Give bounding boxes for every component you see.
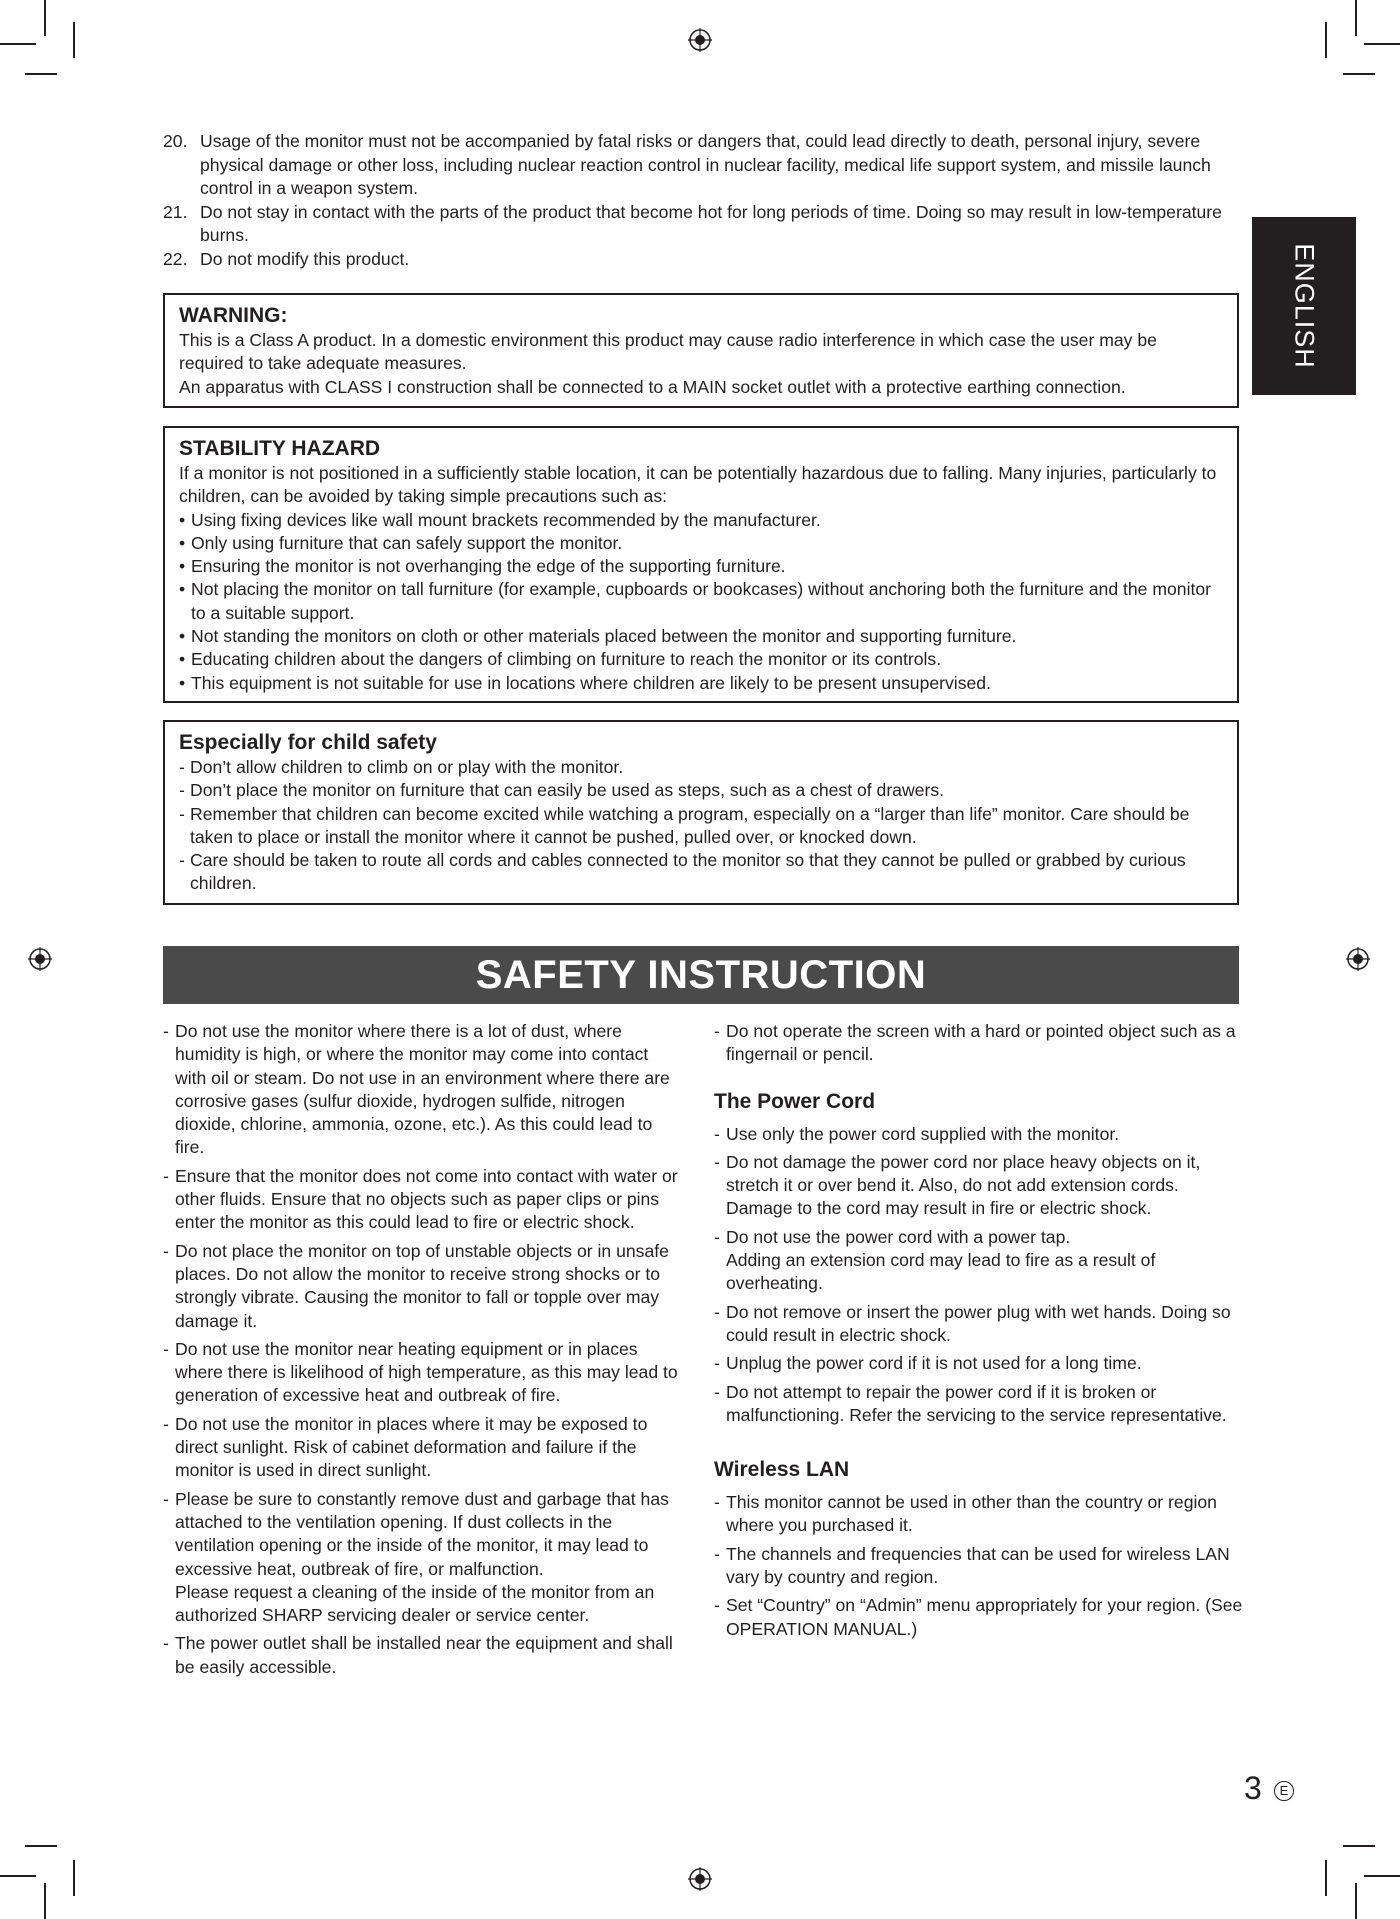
crop-mark <box>73 22 75 58</box>
list-item <box>163 1165 683 1235</box>
item-text: Care should be taken to route all cords and cables connected to the monitor so that they cannot be pulled or grabbed by curious children. <box>190 850 1186 894</box>
dash-mark: - <box>714 1595 720 1616</box>
crop-mark <box>1364 1875 1400 1877</box>
list-item <box>179 509 1223 532</box>
dash-mark: - <box>714 1301 720 1322</box>
dash-mark: - <box>714 1381 720 1402</box>
list-item <box>163 1413 683 1483</box>
item-text: Do not use the power cord with a power tap. Adding an extension cord may lead to fire as a result of overheating. <box>726 1226 1156 1294</box>
dash-mark: - <box>163 1338 169 1359</box>
item-text: This monitor cannot be used in other than the country or region where you purchased it. <box>726 1492 1217 1536</box>
list-item <box>163 1632 683 1679</box>
list-item <box>163 1488 683 1628</box>
item-text: Remember that children can become excited while watching a program, especially on a “larger than life” monitor. Care should be taken to place or install the monitor where it cannot be pushed, pulled over, or knocked down. <box>190 803 1190 847</box>
crop-mark <box>1343 73 1375 75</box>
list-item <box>179 849 1223 896</box>
bullet-text: This equipment is not suitable for use in locations where children are likely to be present unsupervised. <box>191 672 991 693</box>
item-text: Do not operate the screen with a hard or pointed object such as a fingernail or pencil. <box>726 1021 1236 1065</box>
item-text: Do not damage the power cord nor place heavy objects on it, stretch it or over bend it. Also, do not add extension cords. Damage to the cord may result in fire or electric shock. <box>726 1151 1201 1219</box>
item-text: Unplug the power cord if it is not used for a long time. <box>726 1353 1142 1374</box>
crop-mark <box>1355 0 1357 36</box>
list-item <box>163 1338 683 1408</box>
bullet-text: Not placing the monitor on tall furniture (for example, cupboards or bookcases) without anchoring both the furniture and the monitor to a suitable support. <box>191 579 1212 623</box>
dash-mark: - <box>714 1123 720 1144</box>
item-text: Please be sure to constantly remove dust and garbage that has attached to the ventilation opening. If dust collects in the ventilation opening or the inside of the monitor, it may lead to excessive heat, outbreak of fire, or malfunction. Please request a cleaning of the inside of the monitor from an authorized SHARP servicing dealer or service center. <box>175 1488 669 1626</box>
dash-mark: - <box>163 1413 169 1434</box>
item-text: Do not remove or insert the power plug with wet hands. Doing so could result in electric shock. <box>726 1301 1231 1345</box>
list-item <box>179 803 1223 850</box>
dash-mark: - <box>179 850 185 871</box>
list-item <box>179 625 1223 648</box>
list-item <box>714 1123 1244 1146</box>
warning-text: This is a Class A product. In a domestic environment this product may cause radio interference in which case the user may be required to take adequate measures. <box>179 330 1157 374</box>
item-number: 22. <box>163 248 188 269</box>
dash-mark: - <box>163 1240 169 1261</box>
list-item <box>714 1226 1244 1296</box>
registration-mark-icon <box>688 28 712 52</box>
list-item <box>179 672 1223 695</box>
list-item <box>179 555 1223 578</box>
dash-mark: - <box>714 1543 720 1564</box>
language-tab-label: ENGLISH <box>1289 243 1320 369</box>
crop-mark <box>1355 1883 1357 1919</box>
wireless-lan-heading: Wireless LAN <box>714 1458 850 1482</box>
item-text: Do not attempt to repair the power cord if it is broken or malfunctioning. Refer the servicing to the service representative. <box>726 1381 1227 1425</box>
crop-mark <box>0 43 36 45</box>
list-item <box>714 1381 1244 1428</box>
section-banner: SAFETY INSTRUCTION <box>163 946 1239 1004</box>
item-number: 21. <box>163 201 188 222</box>
item-text: Ensure that the monitor does not come into contact with water or other fluids. Ensure that no objects such as paper clips or pins enter the monitor as this could lead to fire or electric shock. <box>175 1165 678 1233</box>
dash-mark: - <box>714 1151 720 1172</box>
list-item <box>714 1352 1244 1375</box>
stability-title: STABILITY HAZARD <box>179 437 381 460</box>
child-safety-box <box>163 720 1239 905</box>
item-text: Do not use the monitor in places where it may be exposed to direct sunlight. Risk of cabinet deformation and failure if the monitor is used in direct sunlight. <box>175 1413 648 1481</box>
item-text: Do not place the monitor on top of unstable objects or in unsafe places. Do not allow the monitor to receive strong shocks or to strongly vibrate. Causing the monitor to fall or topple over may damage it. <box>175 1240 669 1331</box>
left-column <box>163 1020 683 1684</box>
dash-mark: - <box>163 1165 169 1186</box>
list-item <box>163 201 1243 248</box>
item-text: Do not use the monitor where there is a lot of dust, where humidity is high, or where the monitor may come into contact with oil or steam. Do not use in an environment where there are corrosive gases (sulfur dioxide, hydrogen sulfide, nitrogen dioxide, chlorine, ammonia, ozone, etc.). As this could lead to fire. <box>175 1021 670 1158</box>
dash-mark: - <box>714 1226 720 1247</box>
item-text: The channels and frequencies that can be used for wireless LAN vary by country and region. <box>726 1543 1230 1588</box>
bullet-mark: • <box>179 579 186 600</box>
warning-text: An apparatus with CLASS I construction shall be connected to a MAIN socket outlet with a protective earthing connection. <box>179 376 1126 397</box>
crop-mark <box>1325 22 1327 58</box>
registration-mark-icon <box>688 1867 712 1891</box>
list-item <box>163 1020 683 1160</box>
list-item <box>714 1594 1244 1641</box>
stability-intro: If a monitor is not positioned in a sufficiently stable location, it can be potentially hazardous due to falling. Many injuries, particularly to children, can be avoided by taking simple precautions such as: <box>179 463 1217 507</box>
bullet-mark: • <box>179 626 186 647</box>
item-text: Do not stay in contact with the parts of the product that become hot for long periods of time. Doing so may result in low-temperature burns. <box>200 201 1222 245</box>
page-number: 3 <box>1244 1770 1262 1806</box>
list-item <box>179 756 1223 779</box>
warning-box <box>163 293 1239 408</box>
child-safety-title: Especially for child safety <box>179 731 437 754</box>
list-item <box>714 1020 1244 1067</box>
crop-mark <box>1364 43 1400 45</box>
bullet-text: Only using furniture that can safely support the monitor. <box>191 532 623 553</box>
dash-mark: - <box>714 1021 720 1041</box>
item-text: Do not use the monitor near heating equipment or in places where there is likelihood of high temperature, as this may lead to generation of excessive heat and outbreak of fire. <box>175 1338 678 1406</box>
list-item <box>163 130 1243 201</box>
dash-mark: - <box>179 803 185 824</box>
bullet-text: Ensuring the monitor is not overhanging the edge of the supporting furniture. <box>191 556 786 577</box>
item-text: Usage of the monitor must not be accompanied by fatal risks or dangers that, could lead directly to death, personal injury, severe physical damage or other loss, including nuclear reaction control in nuclear facility, medical life support system, and missile launch control in a weapon system. <box>200 131 1211 198</box>
crop-mark <box>0 1875 36 1877</box>
registration-mark-icon <box>1346 947 1370 971</box>
item-number: 20. <box>163 131 188 151</box>
page-language-badge: E <box>1274 1781 1294 1801</box>
item-text: Do not modify this product. <box>200 248 410 269</box>
crop-mark <box>73 1860 75 1896</box>
dash-mark: - <box>163 1488 169 1509</box>
item-text: Don’t allow children to climb on or play with the monitor. <box>190 757 624 777</box>
dash-mark: - <box>163 1633 169 1654</box>
bullet-mark: • <box>179 556 186 577</box>
stability-hazard-box <box>163 426 1239 703</box>
item-text: Use only the power cord supplied with the monitor. <box>726 1123 1120 1144</box>
dash-mark: - <box>714 1353 720 1374</box>
bullet-text: Not standing the monitors on cloth or other materials placed between the monitor and supporting furniture. <box>191 626 1017 647</box>
warning-title: WARNING: <box>179 304 288 327</box>
language-tab <box>1252 217 1356 395</box>
list-item <box>714 1491 1244 1538</box>
list-item <box>179 532 1223 555</box>
bullet-text: Using fixing devices like wall mount brackets recommended by the manufacturer. <box>191 509 821 530</box>
bullet-mark: • <box>179 672 186 693</box>
list-item <box>714 1301 1244 1348</box>
crop-mark <box>1343 1845 1375 1847</box>
power-cord-heading: The Power Cord <box>714 1089 876 1113</box>
crop-mark <box>25 1845 57 1847</box>
bullet-mark: • <box>179 509 186 530</box>
dash-mark: - <box>163 1021 169 1041</box>
numbered-precautions-list <box>163 130 1243 271</box>
crop-mark <box>44 0 46 36</box>
crop-mark <box>1325 1860 1327 1896</box>
dash-mark: - <box>179 757 185 777</box>
list-item <box>179 578 1223 625</box>
list-item <box>179 779 1223 802</box>
item-text: Don’t place the monitor on furniture that can easily be used as steps, such as a chest of drawers. <box>190 780 945 801</box>
list-item <box>714 1543 1244 1590</box>
list-item <box>714 1151 1244 1221</box>
dash-mark: - <box>179 780 185 801</box>
dash-mark: - <box>714 1492 720 1513</box>
crop-mark <box>44 1883 46 1919</box>
bullet-mark: • <box>179 532 186 553</box>
right-column <box>714 1020 1244 1646</box>
registration-mark-icon <box>28 947 52 971</box>
crop-mark <box>25 73 57 75</box>
item-text: Set “Country” on “Admin” menu appropriately for your region. (See OPERATION MANUAL.) <box>726 1595 1243 1639</box>
bullet-mark: • <box>179 649 186 670</box>
list-item <box>163 248 1243 272</box>
bullet-text: Educating children about the dangers of climbing on furniture to reach the monitor or its controls. <box>191 649 942 670</box>
item-text: The power outlet shall be installed near the equipment and shall be easily accessible. <box>175 1633 673 1677</box>
list-item <box>163 1240 683 1333</box>
list-item <box>179 648 1223 671</box>
